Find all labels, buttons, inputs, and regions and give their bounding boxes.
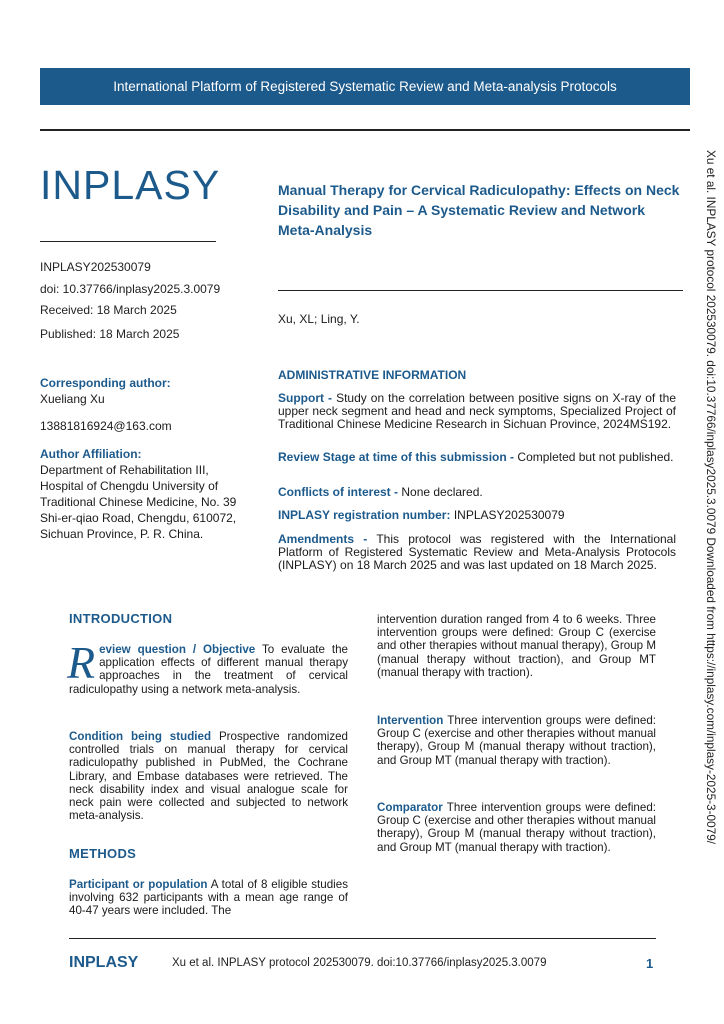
amend-label: Amendments - <box>278 532 368 546</box>
inplasy-logo: INPLASY <box>40 162 221 208</box>
corresponding-label: Corresponding author: <box>40 376 171 390</box>
intervention-paragraph <box>377 714 656 767</box>
methods-heading: METHODS <box>69 846 137 861</box>
registration-id: INPLASY202530079 <box>40 260 151 274</box>
reg-label: INPLASY registration number: <box>278 508 451 522</box>
admin-conflicts <box>278 486 676 499</box>
published-date: Published: 18 March 2025 <box>40 327 180 341</box>
article-title: Manual Therapy for Cervical Radiculopathy: Effects on Neck Disability and Pain – A Systematic Review and Network Meta-Analysis <box>278 182 680 238</box>
side-citation-text[interactable]: Xu et al. INPLASY protocol 202530079. doi:10.37766/inplasy2025.3.0079 Downloaded from https://inplasy.com/inplasy-2025-3-0079/ <box>704 150 718 845</box>
corresponding-email[interactable]: 13881816924@163.com <box>40 419 172 433</box>
side-citation <box>695 150 724 880</box>
drop-cap: R <box>67 637 96 688</box>
intervention-text: Three intervention groups were defined: Group C (exercise and other therapies without manual therapy), Group M (manual therapy without traction), and Group MT (manual therapy with traction). <box>377 714 656 767</box>
review-question-paragraph <box>67 637 348 696</box>
affiliation-label: Author Affiliation: <box>40 447 142 461</box>
logo-underline <box>40 241 216 242</box>
corresponding-author <box>40 375 250 434</box>
admin-review-stage <box>278 451 676 464</box>
admin-registration <box>278 509 676 522</box>
author-affiliation <box>40 446 250 542</box>
amend-text: This protocol was registered with the International Platform of Registered Systematic Review and Meta-Analysis Protocols (INPLASY) on 18 March 2025 and was last updated on 18 March 2025. <box>278 532 676 572</box>
footer-citation: Xu et al. INPLASY protocol 202530079. doi:10.37766/inplasy2025.3.0079 <box>172 957 547 969</box>
continuation-paragraph: intervention duration ranged from 4 to 6 weeks. Three intervention groups were defined: Group C (exercise and other therapies without manual therapy), Group M (manual therapy without traction), and Group MT (manual therapy with traction). <box>377 613 656 679</box>
conflicts-text: None declared. <box>398 485 483 499</box>
corresponding-name: Xueliang Xu <box>40 392 105 406</box>
review-label: Review Stage at time of this submission - <box>278 450 515 464</box>
affiliation-text: Department of Rehabilitation III, Hospital of Chengdu University of Traditional Chinese Medicine, No. 39 Shi-er-qiao Road, Chengdu, 610072, Sichuan Province, P. R. China. <box>40 463 237 541</box>
condition-paragraph <box>69 730 348 822</box>
header-rule <box>40 129 690 131</box>
page-number: 1 <box>646 956 654 971</box>
comparator-label: Comparator <box>377 801 443 814</box>
title-rule <box>278 290 683 291</box>
comparator-paragraph <box>377 801 656 854</box>
conflicts-label: Conflicts of interest - <box>278 485 399 499</box>
admin-support <box>278 392 676 431</box>
participant-label: Participant or population <box>69 878 208 891</box>
reg-text: INPLASY202530079 <box>450 508 565 522</box>
condition-text: Prospective randomized controlled trials on manual therapy for cervical radiculopathy published in PubMed, the Cochrane Library, and Embase databases were retrieved. The neck disability index and visual analogue scale for neck pain were collected and subjected to network meta-analysis. <box>69 730 349 823</box>
support-label: Support - <box>278 391 333 405</box>
comparator-text: Three intervention groups were defined: Group C (exercise and other therapies without manual therapy), Group M (manual therapy without traction), and Group MT (manual therapy with traction). <box>377 801 656 854</box>
condition-label: Condition being studied <box>69 730 212 743</box>
participant-text: A total of 8 eligible studies involving 632 participants with a mean age range of 40-47 years were included. The <box>69 878 348 918</box>
footer-rule <box>69 938 656 939</box>
support-text: Study on the correlation between positive signs on X-ray of the upper neck segment and head and neck symptoms, Specialized Project of Traditional Chinese Medicine Research in Sichuan Province, 2024MS192. <box>278 391 676 431</box>
review-question-label: eview question / Objective <box>99 643 256 656</box>
admin-amendments <box>278 533 676 572</box>
footer-logo: INPLASY <box>69 954 139 971</box>
received-date: Received: 18 March 2025 <box>40 303 177 317</box>
header-banner: International Platform of Registered Systematic Review and Meta-analysis Protocols <box>40 68 690 105</box>
introduction-heading: INTRODUCTION <box>69 611 173 626</box>
intervention-label: Intervention <box>377 714 444 727</box>
review-text: Completed but not published. <box>514 450 674 464</box>
review-question-text: To evaluate the application effects of different manual therapy approaches in the treatment of cervical radiculopathy using a network meta-analysis. <box>69 643 348 696</box>
admin-heading: ADMINISTRATIVE INFORMATION <box>278 368 467 382</box>
doi[interactable]: doi: 10.37766/inplasy2025.3.0079 <box>40 282 221 296</box>
participant-paragraph <box>69 878 348 918</box>
authors: Xu, XL; Ling, Y. <box>278 312 360 326</box>
